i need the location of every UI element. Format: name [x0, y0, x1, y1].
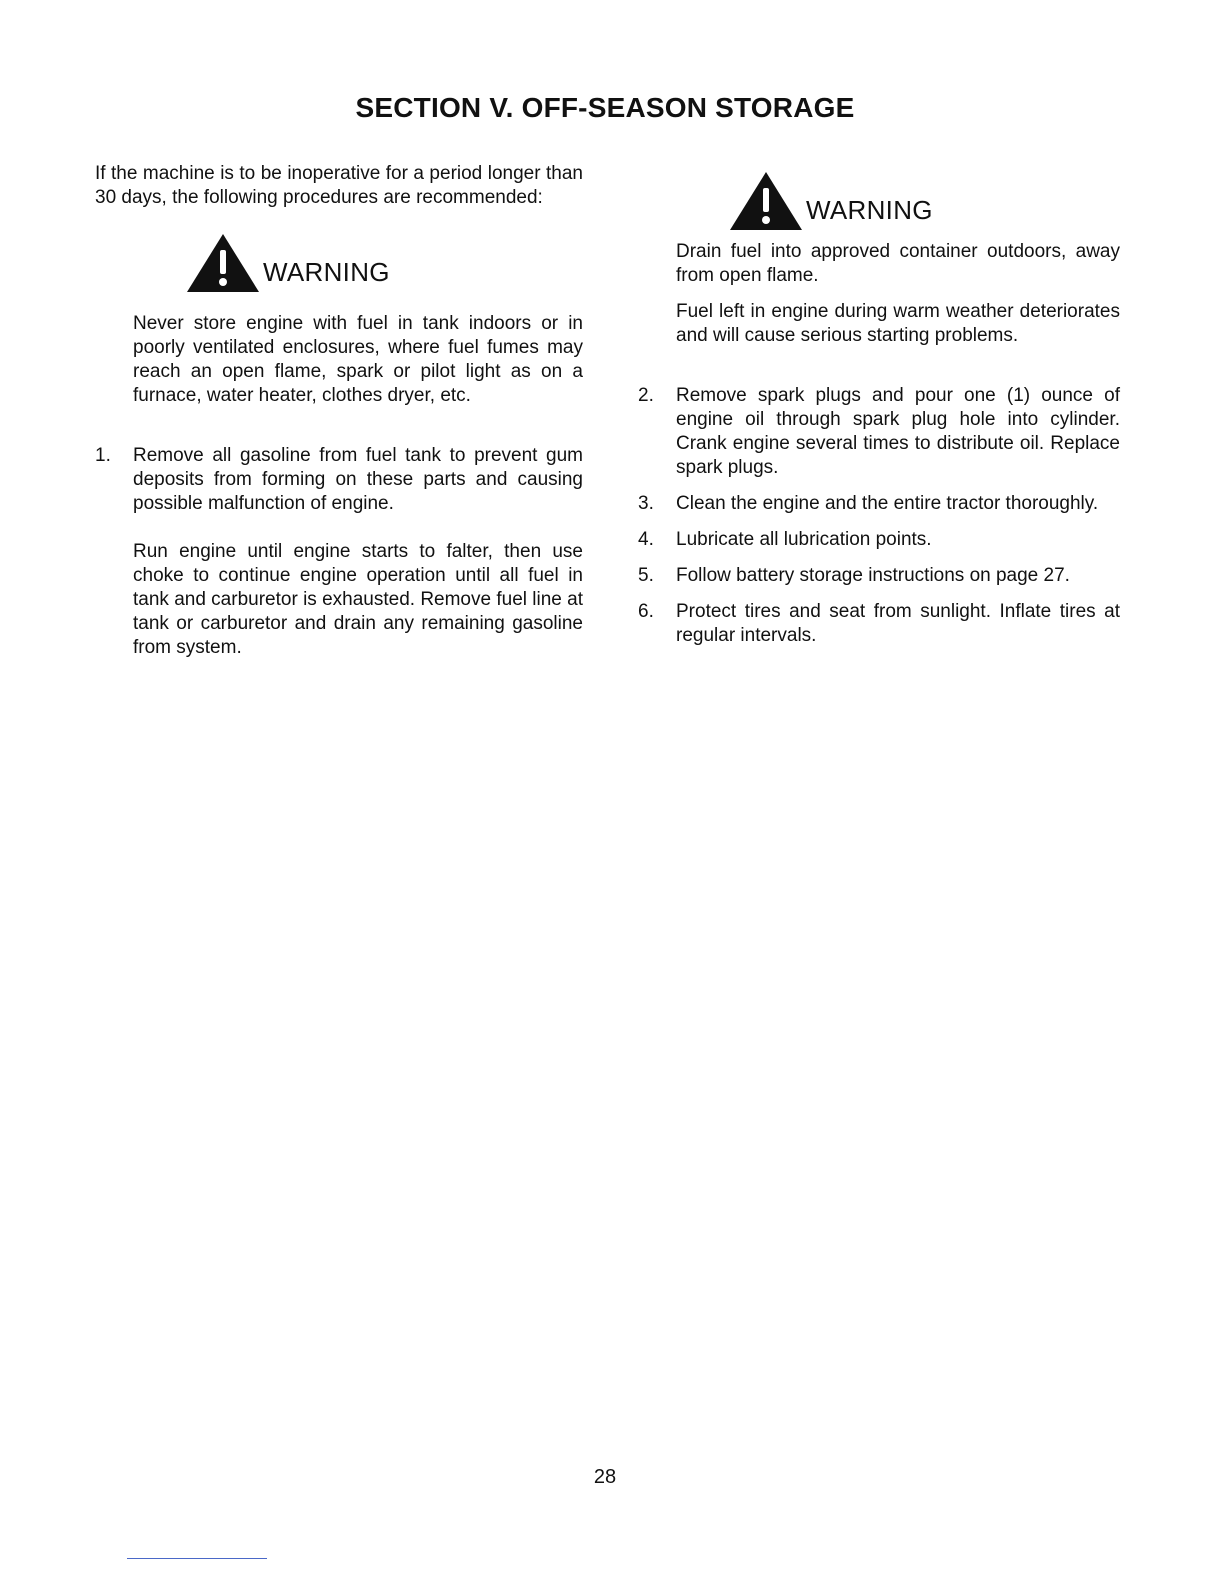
- list-item: [638, 564, 1120, 588]
- section-title: SECTION V. OFF-SEASON STORAGE: [355, 92, 855, 123]
- right-column: [638, 162, 1120, 648]
- warning-text-2: Fuel left in engine during warm weather deteriorates and will cause serious starting problems.: [676, 301, 1120, 346]
- warning-triangle-icon: [728, 170, 804, 232]
- step-text: Remove spark plugs and pour one (1) ounce of engine oil through spark plug hole into cylinder. Crank engine several times to distribute oil. Replace spark plugs.: [676, 385, 1120, 478]
- warning-box-left: [133, 224, 583, 408]
- step-text: Lubricate all lubrication points.: [676, 529, 932, 550]
- warning-label: WARNING: [263, 257, 390, 287]
- intro-paragraph: If the machine is to be inoperative for a period longer than 30 days, the following procedures are recommended:: [95, 163, 583, 208]
- step-number: 4.: [638, 529, 654, 550]
- step-text: Protect tires and seat from sunlight. Inflate tires at regular intervals.: [676, 601, 1120, 646]
- list-item: [638, 492, 1120, 516]
- warning-box-right: [676, 162, 1120, 348]
- step-number: 6.: [638, 601, 654, 622]
- step-number: 5.: [638, 565, 654, 586]
- warning-triangle-icon: [185, 232, 261, 294]
- warning-header: [185, 224, 583, 294]
- warning-label: WARNING: [806, 195, 933, 225]
- page-number: 28: [593, 1466, 617, 1488]
- step-extra-text: Run engine until engine starts to falter, then use choke to continue engine operation until all fuel in tank and carburetor is exhausted. Remove fuel line at tank or carburetor and drain any remaining gasoline from system.: [133, 541, 583, 658]
- warning-text-1: Drain fuel into approved container outdoors, away from open flame.: [676, 241, 1120, 286]
- step-text: Clean the engine and the entire tractor thoroughly.: [676, 493, 1099, 514]
- bottom-rule: [127, 1558, 267, 1559]
- list-item: [638, 384, 1120, 480]
- list-item: [638, 528, 1120, 552]
- step-number: 3.: [638, 493, 654, 514]
- left-column: [95, 162, 583, 660]
- step-number: 1.: [95, 445, 111, 466]
- warning-text: Never store engine with fuel in tank indoors or in poorly ventilated enclosures, where fuel fumes may reach an open flame, spark or pilot light as on a furnace, water heater, clothes dryer, etc.: [133, 313, 583, 406]
- step-text: Remove all gasoline from fuel tank to prevent gum deposits from forming on these parts and causing possible malfunction of engine.: [133, 445, 583, 514]
- step-text: Follow battery storage instructions on page 27.: [676, 565, 1070, 586]
- list-item: [95, 444, 583, 660]
- step-number: 2.: [638, 385, 654, 406]
- warning-header: [728, 162, 1120, 232]
- list-item: [638, 600, 1120, 648]
